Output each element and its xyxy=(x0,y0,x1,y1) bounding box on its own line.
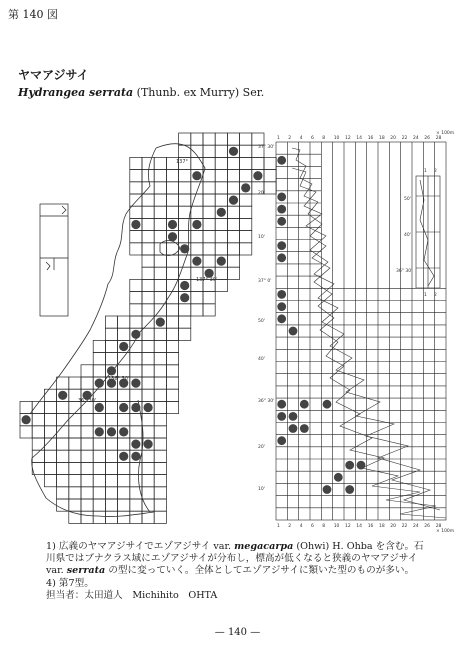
x-tick-top: 10 xyxy=(333,136,340,141)
page-number: — 140 — xyxy=(214,627,261,638)
chart-dot xyxy=(345,485,354,494)
lat-tick: 20' xyxy=(258,445,265,450)
x-tick-bottom: 18 xyxy=(379,524,385,529)
x-unit-top: × 100m xyxy=(436,131,455,136)
notes-block xyxy=(46,541,466,602)
x-tick-bottom: 16 xyxy=(367,524,374,529)
chart-dot xyxy=(289,412,298,421)
x-tick-top: 22 xyxy=(401,136,408,141)
lat-tick: 20' xyxy=(258,191,265,196)
lat-tick: 50' xyxy=(258,319,265,324)
x-tick-top: 2 xyxy=(288,136,292,141)
x-tick-top: 26 xyxy=(424,136,431,141)
chart-dot xyxy=(277,156,286,165)
lon-label-3: 136° 30' xyxy=(108,376,130,382)
lat-tick: 40' xyxy=(258,357,265,362)
figure-label: 第 140 図 xyxy=(8,8,58,21)
x-tick-top: 6 xyxy=(311,136,314,141)
inset-chart xyxy=(416,176,440,288)
lon-label-1: 137° xyxy=(176,159,189,165)
x-tick-bottom: 2 xyxy=(288,524,292,529)
lat-tick: 37° 30' xyxy=(258,145,275,150)
x-tick-top: 28 xyxy=(435,136,442,141)
x-tick-top: 4 xyxy=(299,136,303,141)
note-line-3c: の型に変っていく。全体としてエゾアジサイに類いた型のものが多い。 xyxy=(105,565,415,577)
x-tick-bottom: 6 xyxy=(311,524,314,529)
x-tick-bottom: 24 xyxy=(413,524,419,529)
note-line-1a: 1) 広義のヤマアジサイでエゾアジサイ var. xyxy=(46,541,235,552)
chart-dot xyxy=(334,473,343,482)
note-line-1 xyxy=(46,541,466,553)
chart-dot xyxy=(277,241,286,250)
altitude-profile xyxy=(292,148,446,518)
chart-dot xyxy=(277,314,286,323)
inset-chart-labels xyxy=(396,168,437,298)
x-tick-top: 8 xyxy=(322,136,326,141)
x-tick-top: 18 xyxy=(379,136,385,141)
chart-dot xyxy=(277,193,286,202)
lat-tick: 36° 30' xyxy=(258,399,275,404)
x-tick-bottom: 4 xyxy=(299,524,303,529)
x-unit-bottom: × 100m xyxy=(436,529,455,534)
note-line-1c: (Ohwi) H. Ohba を含む。石 xyxy=(293,541,424,552)
x-tick-bottom: 26 xyxy=(424,524,431,529)
x-tick-bottom: 12 xyxy=(345,524,351,529)
chart-dot xyxy=(277,253,286,262)
chart-dot xyxy=(277,290,286,299)
x-tick-top: 12 xyxy=(345,136,351,141)
scientific-name-italic: Hydrangea serrata xyxy=(18,86,134,99)
x-tick-bottom: 22 xyxy=(401,524,408,529)
x-tick-top: 1 xyxy=(277,136,280,141)
x-tick-top: 24 xyxy=(413,136,419,141)
lat-label-1: 36° 30' xyxy=(78,398,97,404)
note-line-2: 川県ではブナクラス域にエゾアジサイが分布し，標高が低くなると狭義のヤマアジサイ xyxy=(46,553,418,565)
inset-lat-2: 40' xyxy=(404,233,411,238)
inset-tick-1: 1 xyxy=(424,169,427,174)
x-tick-bottom: 28 xyxy=(435,524,442,529)
chart-dot xyxy=(277,205,286,214)
chart-dot xyxy=(300,424,309,433)
species-japanese-name: ヤマアジサイ xyxy=(18,68,89,82)
x-tick-bottom: 1 xyxy=(277,524,280,529)
x-tick-bottom: 14 xyxy=(356,524,363,529)
x-tick-bottom: 8 xyxy=(322,524,326,529)
note-line-5: 担当者：太田道人 Michihito OHTA xyxy=(46,589,218,601)
x-tick-top: 20 xyxy=(390,136,397,141)
x-tick-top: 14 xyxy=(356,136,363,141)
chart-dot xyxy=(289,424,298,433)
chart-dot xyxy=(277,436,286,445)
inset-tick-2: 2 xyxy=(434,169,437,174)
chart-dot xyxy=(277,412,286,421)
chart-dot xyxy=(300,400,309,409)
scientific-author: (Thunb. ex Murry) Ser. xyxy=(133,86,265,99)
chart-tick-labels xyxy=(258,135,442,529)
lat-tick: 10' xyxy=(258,487,265,492)
note-line-3a: var. xyxy=(46,565,67,577)
inset-lat-1: 50' xyxy=(404,197,411,202)
lon-label-2: 137° 30' xyxy=(196,277,218,283)
inset-tick-4: 2 xyxy=(434,293,437,298)
x-tick-bottom: 20 xyxy=(390,524,397,529)
lat-tick: 10' xyxy=(258,235,265,240)
chart-dot xyxy=(323,400,332,409)
note-line-3 xyxy=(46,565,466,577)
inset-tick-3: 1 xyxy=(424,293,427,298)
lat-tick: 37° 0' xyxy=(258,279,272,284)
chart-dot xyxy=(289,327,298,336)
chart-dot xyxy=(277,302,286,311)
inset-lat-3: 36° 30' xyxy=(396,269,413,274)
chart-dot xyxy=(277,217,286,226)
x-tick-bottom: 10 xyxy=(333,524,340,529)
chart-dot xyxy=(277,400,286,409)
x-tick-top: 16 xyxy=(367,136,374,141)
note-line-3b: serrata xyxy=(66,565,106,577)
chart-dot xyxy=(357,461,366,470)
note-line-1b: megacarpa xyxy=(234,541,294,552)
note-line-4: 4) 第7型。 xyxy=(46,577,94,589)
chart-dot xyxy=(323,485,332,494)
chart-dot xyxy=(345,461,354,470)
